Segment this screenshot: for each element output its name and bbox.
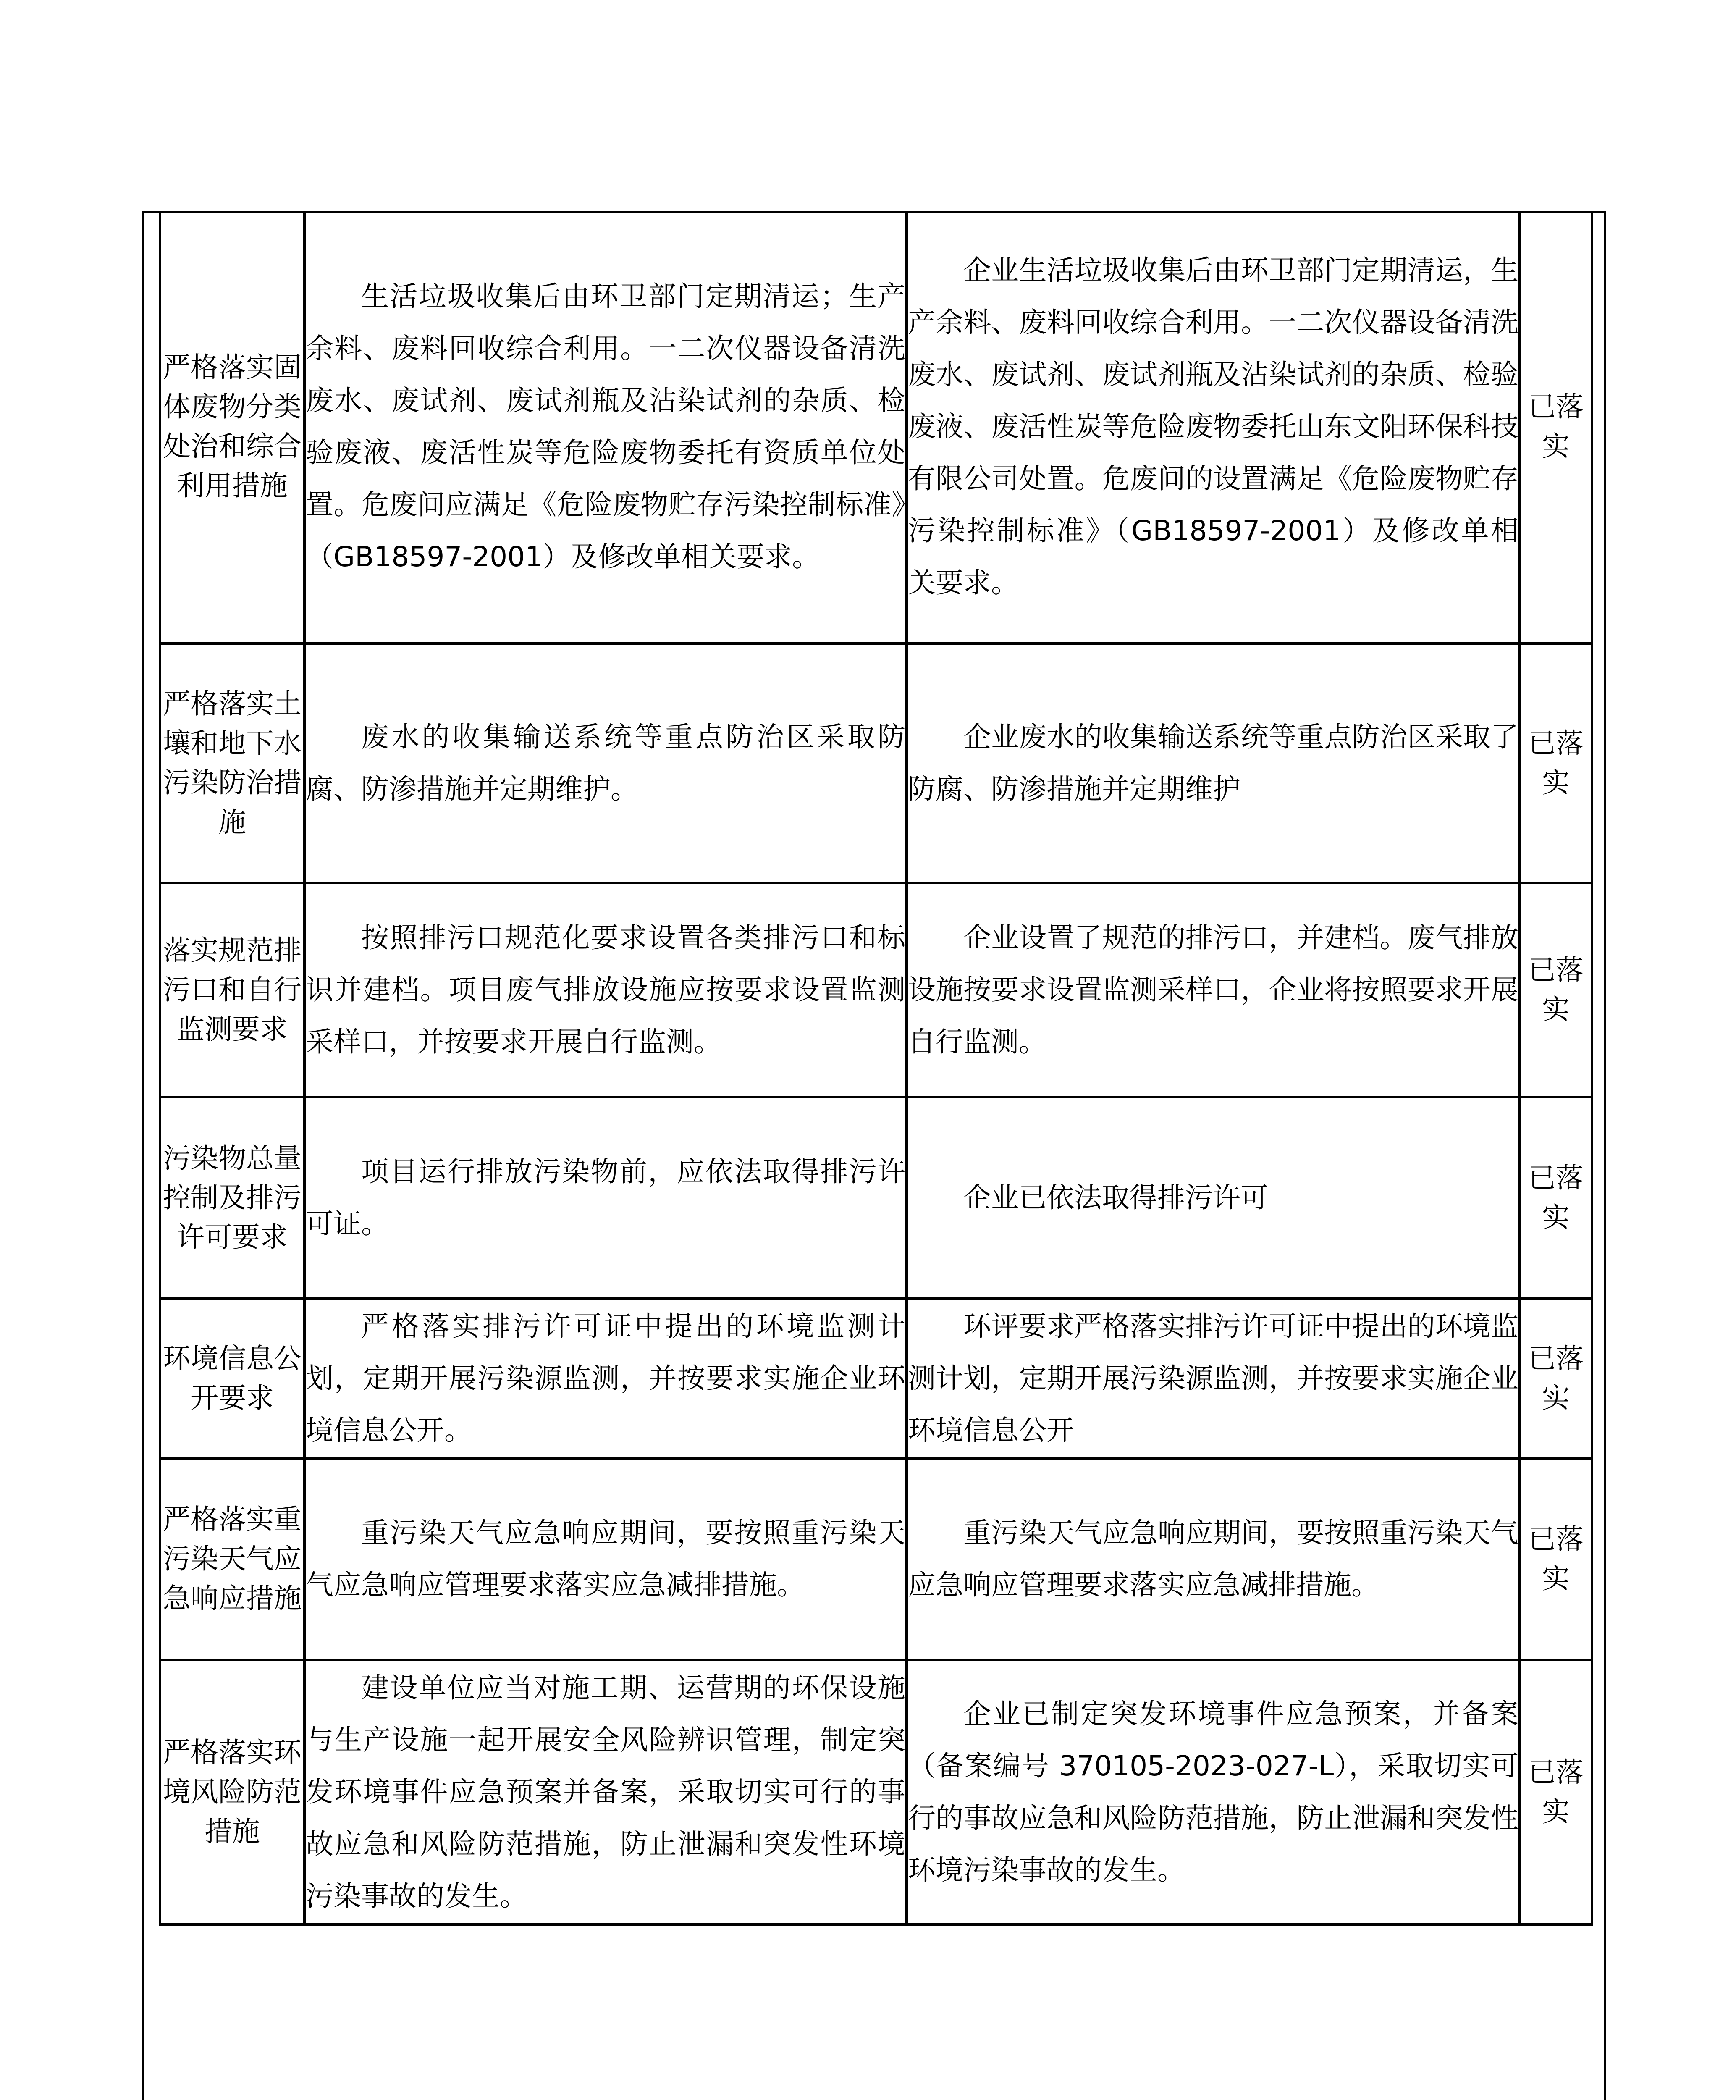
table-row bbox=[160, 1299, 1592, 1458]
implementation-cell: 企业已制定突发环境事件应急预案，并备案（备案编号 370105-2023-027-L），采取切实可行的事故应急和风险防范措施，防止泄漏和突发性环境污染事故的发生。 bbox=[907, 1660, 1520, 1924]
status-cell: 已落实 bbox=[1520, 1097, 1592, 1299]
table-row bbox=[160, 1097, 1592, 1299]
requirement-cell: 项目运行排放污染物前，应依法取得排污许可证。 bbox=[304, 1097, 907, 1299]
status-cell: 已落实 bbox=[1520, 1458, 1592, 1660]
table-row bbox=[160, 1660, 1592, 1924]
category-cell: 严格落实固体废物分类处治和综合利用措施 bbox=[160, 211, 304, 643]
requirement-cell: 按照排污口规范化要求设置各类排污口和标识并建档。项目废气排放设施应按要求设置监测采样口，并按要求开展自行监测。 bbox=[304, 883, 907, 1097]
category-cell: 污染物总量控制及排污许可要求 bbox=[160, 1097, 304, 1299]
category-cell: 严格落实土壤和地下水污染防治措施 bbox=[160, 643, 304, 883]
requirement-cell: 重污染天气应急响应期间，要按照重污染天气应急响应管理要求落实应急减排措施。 bbox=[304, 1458, 907, 1660]
table-row bbox=[160, 643, 1592, 883]
implementation-cell: 企业废水的收集输送系统等重点防治区采取了防腐、防渗措施并定期维护 bbox=[907, 643, 1520, 883]
table-row bbox=[160, 1458, 1592, 1660]
status-cell: 已落实 bbox=[1520, 643, 1592, 883]
implementation-cell: 重污染天气应急响应期间，要按照重污染天气应急响应管理要求落实应急减排措施。 bbox=[907, 1458, 1520, 1660]
implementation-cell: 环评要求严格落实排污许可证中提出的环境监测计划，定期开展污染源监测，并按要求实施企业环境信息公开 bbox=[907, 1299, 1520, 1458]
category-cell: 严格落实环境风险防范措施 bbox=[160, 1660, 304, 1924]
status-cell: 已落实 bbox=[1520, 883, 1592, 1097]
implementation-cell: 企业生活垃圾收集后由环卫部门定期清运，生产余料、废料回收综合利用。一二次仪器设备清洗废水、废试剂、废试剂瓶及沾染试剂的杂质、检验废液、废活性炭等危险废物委托山东文阳环保科技有限公司处置。危废间的设置满足《危险废物贮存污染控制标准》（GB18597-2001）及修改单相关要求。 bbox=[907, 211, 1520, 643]
requirement-cell: 废水的收集输送系统等重点防治区采取防腐、防渗措施并定期维护。 bbox=[304, 643, 907, 883]
category-cell: 落实规范排污口和自行监测要求 bbox=[160, 883, 304, 1097]
status-cell: 已落实 bbox=[1520, 1299, 1592, 1458]
implementation-cell: 企业设置了规范的排污口，并建档。废气排放设施按要求设置监测采样口，企业将按照要求开展自行监测。 bbox=[907, 883, 1520, 1097]
requirement-cell: 建设单位应当对施工期、运营期的环保设施与生产设施一起开展安全风险辨识管理，制定突发环境事件应急预案并备案，采取切实可行的事故应急和风险防范措施，防止泄漏和突发性环境污染事故的发生。 bbox=[304, 1660, 907, 1924]
requirements-table bbox=[159, 211, 1593, 1926]
category-cell: 环境信息公开要求 bbox=[160, 1299, 304, 1458]
table-row bbox=[160, 211, 1592, 643]
implementation-cell: 企业已依法取得排污许可 bbox=[907, 1097, 1520, 1299]
status-cell: 已落实 bbox=[1520, 1660, 1592, 1924]
status-cell: 已落实 bbox=[1520, 211, 1592, 643]
requirement-cell: 严格落实排污许可证中提出的环境监测计划，定期开展污染源监测，并按要求实施企业环境信息公开。 bbox=[304, 1299, 907, 1458]
requirement-cell: 生活垃圾收集后由环卫部门定期清运；生产余料、废料回收综合利用。一二次仪器设备清洗废水、废试剂、废试剂瓶及沾染试剂的杂质、检验废液、废活性炭等危险废物委托有资质单位处置。危废间应满足《危险废物贮存污染控制标准》（GB18597-2001）及修改单相关要求。 bbox=[304, 211, 907, 643]
category-cell: 严格落实重污染天气应急响应措施 bbox=[160, 1458, 304, 1660]
table-row bbox=[160, 883, 1592, 1097]
